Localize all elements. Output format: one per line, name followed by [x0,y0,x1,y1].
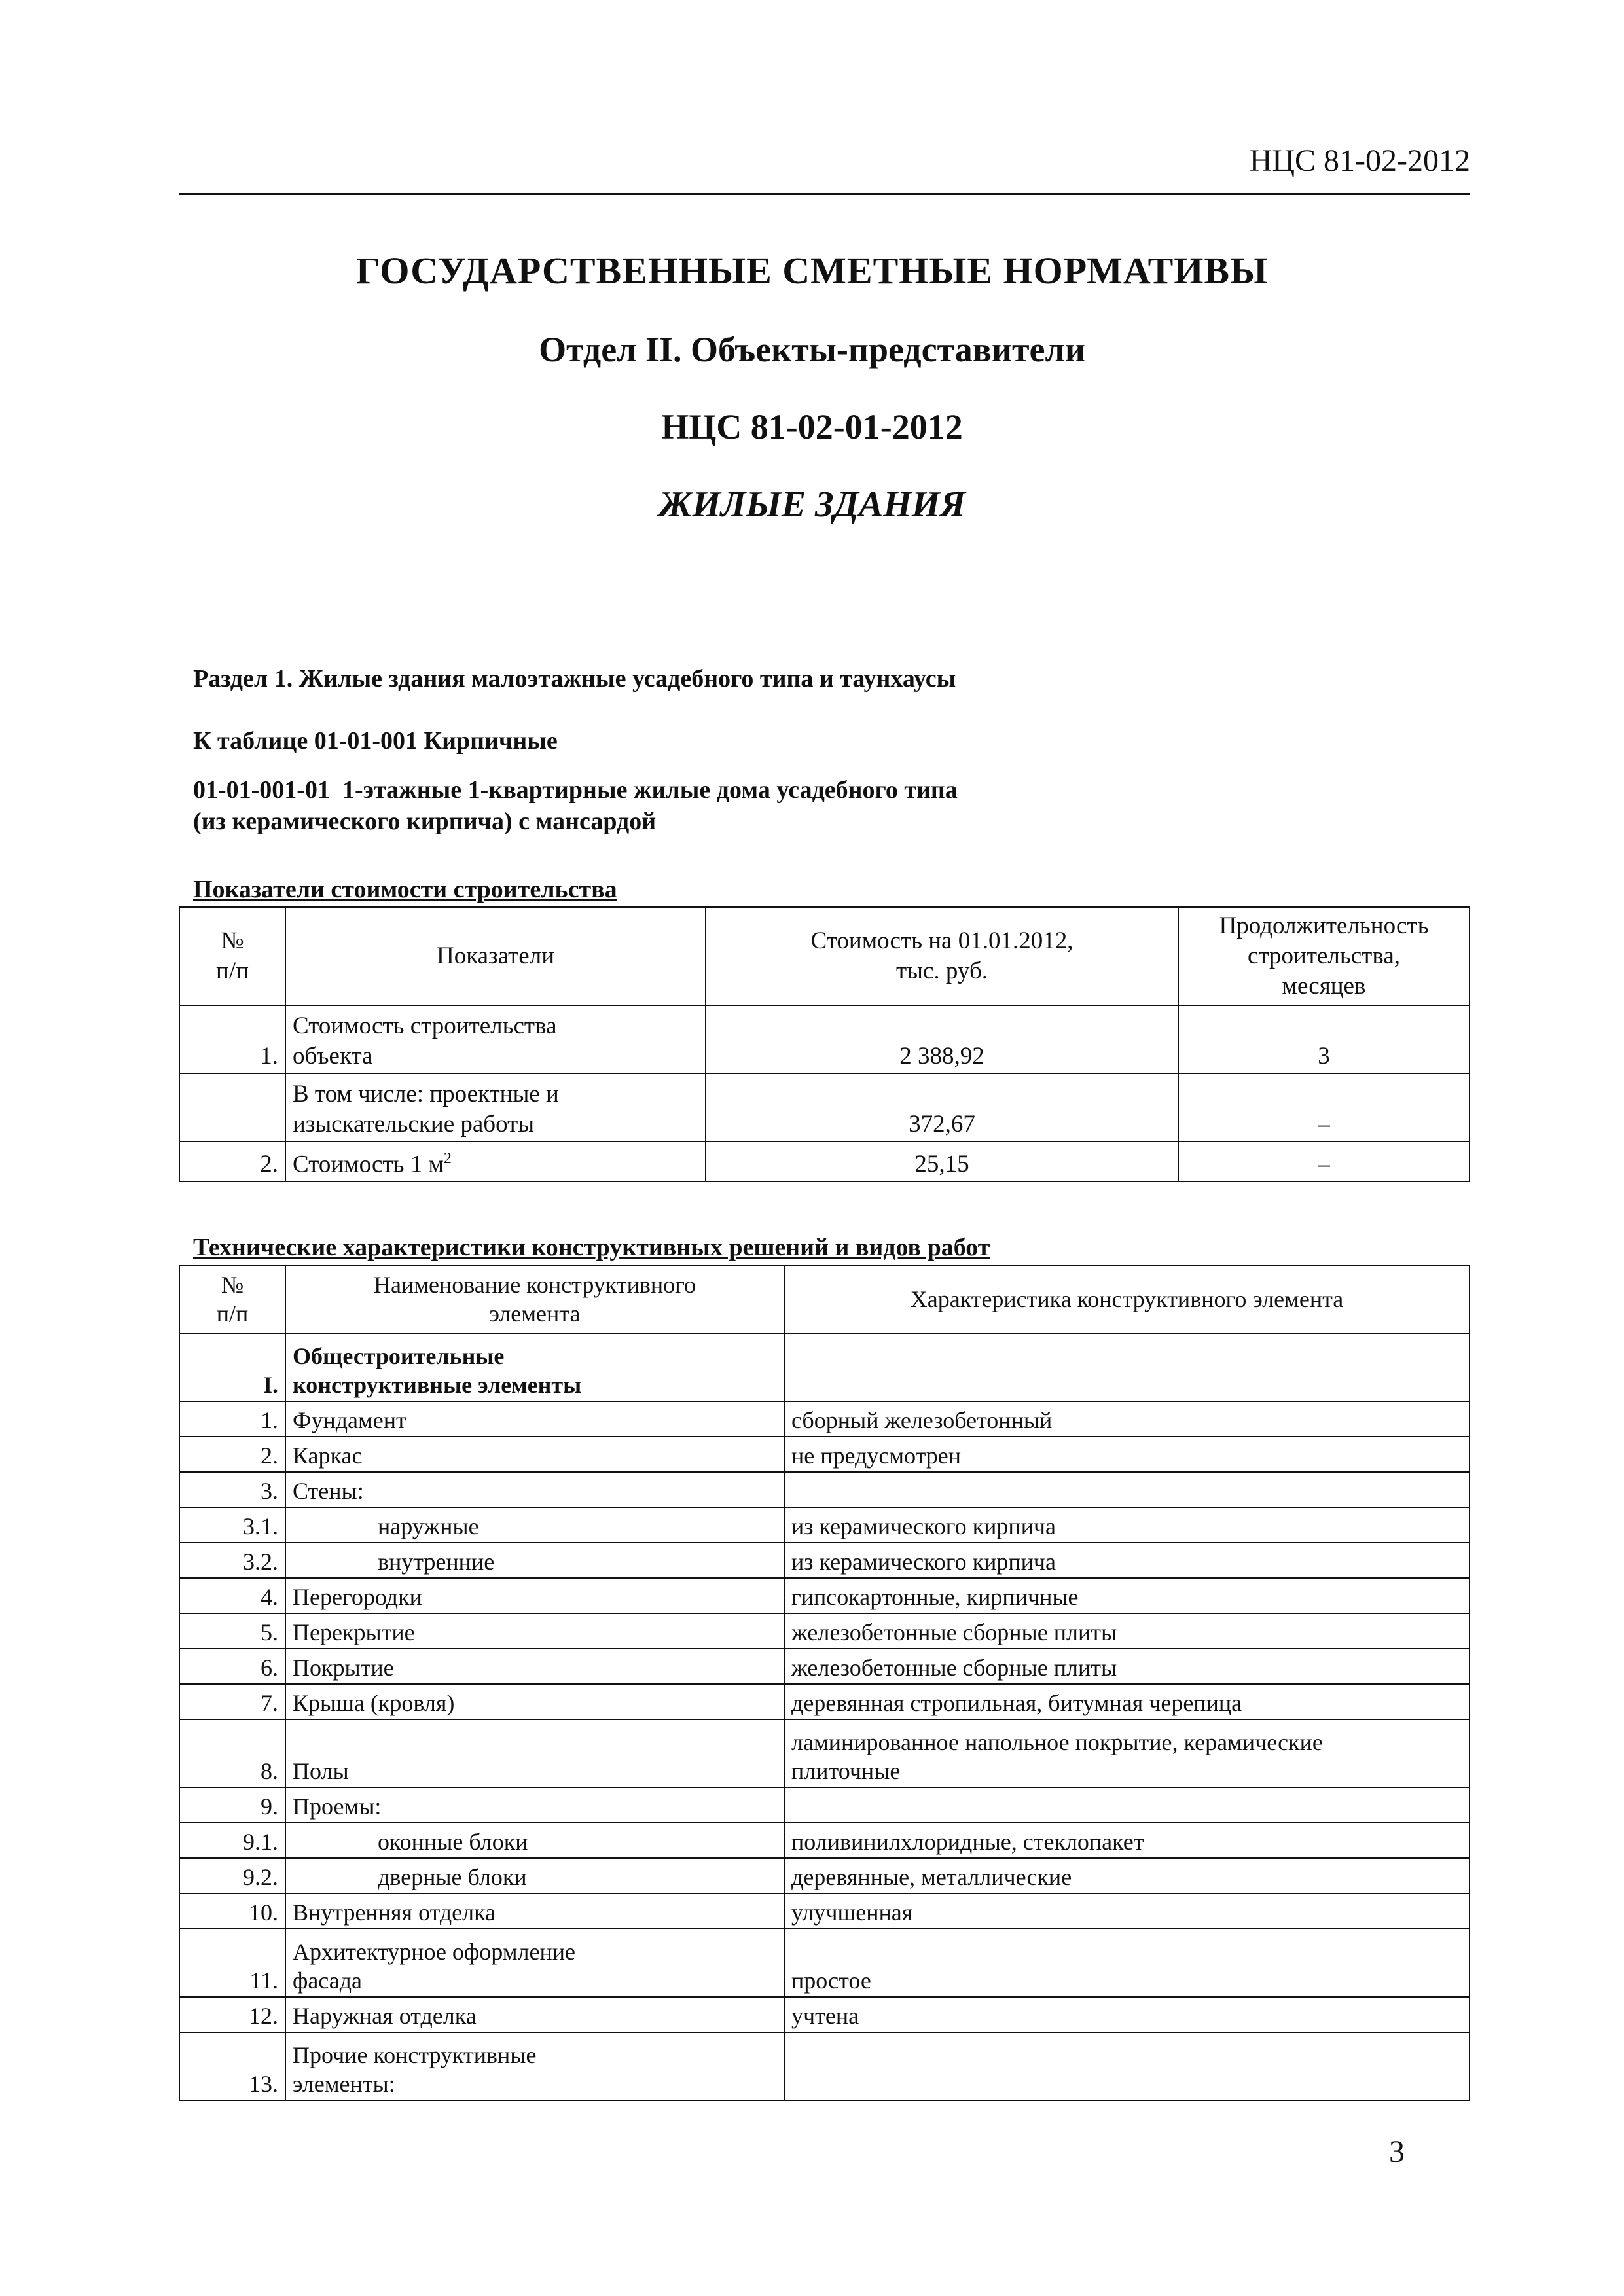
page-number: 3 [1389,2134,1405,2169]
row-num [179,1073,285,1141]
row-name: Фундамент [285,1401,784,1437]
row-num: 9. [179,1787,285,1823]
row-characteristic: улучшенная [784,1893,1470,1929]
row-name: Проемы: [285,1787,784,1823]
row-characteristic [784,1787,1470,1823]
row-indicator: В том числе: проектные и изыскательские работы [285,1073,706,1141]
row-name: Перегородки [285,1578,784,1613]
row-name: Общестроительные конструктивные элементы [285,1333,784,1401]
row-characteristic: железобетонные сборные плиты [784,1613,1470,1649]
cost-table [179,906,1470,1182]
table-row [179,1997,1470,2032]
row-characteristic [784,1333,1470,1401]
row-cost: 372,67 [706,1073,1178,1141]
header-cost: Стоимость на 01.01.2012, тыс. руб. [706,907,1178,1005]
table-row [179,1787,1470,1823]
row-num: 1. [179,1005,285,1073]
header-num: № п/п [179,1265,285,1333]
header-element-name: Наименование конструктивного элемента [285,1265,784,1333]
row-num: 3.2. [179,1543,285,1578]
row-name: наружные [285,1507,784,1543]
row-name: Полы [285,1719,784,1787]
department-title: Отдел II. Объекты-представители [539,330,1085,369]
row-num: 8. [179,1719,285,1787]
item-description [193,774,958,837]
row-characteristic: простое [784,1929,1470,1997]
row-name: Покрытие [285,1649,784,1684]
row-name: Перекрытие [285,1613,784,1649]
row-characteristic: не предусмотрен [784,1437,1470,1472]
header-rule [179,193,1470,195]
row-num: 5. [179,1613,285,1649]
row-characteristic: сборный железобетонный [784,1401,1470,1437]
tech-table-header-row [179,1265,1470,1333]
row-name: Стены: [285,1472,784,1507]
row-characteristic [784,1472,1470,1507]
row-num: 3. [179,1472,285,1507]
table-row [179,1472,1470,1507]
row-name: внутренние [285,1543,784,1578]
document-code: НЦС 81-02-2012 [1249,143,1470,178]
table-row [179,1649,1470,1684]
table-row [179,1141,1470,1181]
table-row [179,1893,1470,1929]
row-num: 12. [179,1997,285,2032]
main-title: ГОСУДАРСТВЕННЫЕ СМЕТНЫЕ НОРМАТИВЫ [355,249,1269,292]
row-duration: – [1178,1141,1470,1181]
subject-title: ЖИЛЫЕ ЗДАНИЯ [659,484,965,525]
row-name: Крыша (кровля) [285,1684,784,1719]
row-characteristic: ламинированное напольное покрытие, керамические плиточные [784,1719,1470,1787]
table-reference: К таблице 01-01-001 Кирпичные [193,727,558,755]
row-num: 9.1. [179,1823,285,1858]
row-duration: 3 [1178,1005,1470,1073]
table-row [179,1437,1470,1472]
row-cost: 25,15 [706,1141,1178,1181]
table-row [179,1073,1470,1141]
table-row [179,1719,1470,1787]
table-row [179,1401,1470,1437]
row-duration: – [1178,1073,1470,1141]
row-num: 11. [179,1929,285,1997]
row-characteristic: деревянные, металлические [784,1858,1470,1893]
item-line-2: (из керамического кирпича) с мансардой [193,808,657,835]
row-characteristic: из керамического кирпича [784,1507,1470,1543]
table-row [179,1333,1470,1401]
table-row [179,1578,1470,1613]
row-characteristic [784,2032,1470,2100]
row-name: Наружная отделка [285,1997,784,2032]
row-num: 3.1. [179,1507,285,1543]
row-characteristic: учтена [784,1997,1470,2032]
table-row [179,2032,1470,2100]
row-characteristic: поливинилхлоридные, стеклопакет [784,1823,1470,1858]
table-row [179,1613,1470,1649]
row-num: 2. [179,1141,285,1181]
row-num: 2. [179,1437,285,1472]
header-characteristic: Характеристика конструктивного элемента [784,1265,1470,1333]
row-num: 13. [179,2032,285,2100]
table-row [179,1684,1470,1719]
row-characteristic: железобетонные сборные плиты [784,1649,1470,1684]
row-characteristic: гипсокартонные, кирпичные [784,1578,1470,1613]
table-row [179,1929,1470,1997]
section-heading: Раздел 1. Жилые здания малоэтажные усадебного типа и таунхаусы [193,665,956,692]
row-num: 1. [179,1401,285,1437]
tech-table-caption: Технические характеристики конструктивных решений и видов работ [193,1234,990,1261]
tech-table [179,1265,1470,2101]
row-indicator: Стоимость 1 $м^2$ [285,1141,706,1181]
row-name: Прочие конструктивные элементы: [285,2032,784,2100]
header-num: № п/п [179,907,285,1005]
row-name: Каркас [285,1437,784,1472]
table-row [179,1858,1470,1893]
table-row [179,1507,1470,1543]
row-name: Внутренняя отделка [285,1893,784,1929]
header-indicator: Показатели [285,907,706,1005]
title-block [0,249,1624,526]
row-num: 10. [179,1893,285,1929]
row-num: I. [179,1333,285,1401]
row-num: 9.2. [179,1858,285,1893]
table-row [179,1543,1470,1578]
row-characteristic: из керамического кирпича [784,1543,1470,1578]
cost-table-caption: Показатели стоимости строительства [193,876,617,903]
row-num: 7. [179,1684,285,1719]
row-characteristic: деревянная стропильная, битумная черепица [784,1684,1470,1719]
row-name: оконные блоки [285,1823,784,1858]
norm-code-title: НЦС 81-02-01-2012 [661,407,963,446]
row-num: 4. [179,1578,285,1613]
superscript: 2 [443,1150,452,1167]
row-indicator: Стоимость строительства объекта [285,1005,706,1073]
table-row [179,1823,1470,1858]
item-line-1: 01-01-001-01 1-этажные 1-квартирные жилые дома усадебного типа [193,776,958,804]
row-name: Архитектурное оформление фасада [285,1929,784,1997]
table-row [179,1005,1470,1073]
row-name: дверные блоки [285,1858,784,1893]
row-cost: 2 388,92 [706,1005,1178,1073]
header-duration: Продолжительность строительства, месяцев [1178,907,1470,1005]
row-num: 6. [179,1649,285,1684]
cost-table-header-row [179,907,1470,1005]
